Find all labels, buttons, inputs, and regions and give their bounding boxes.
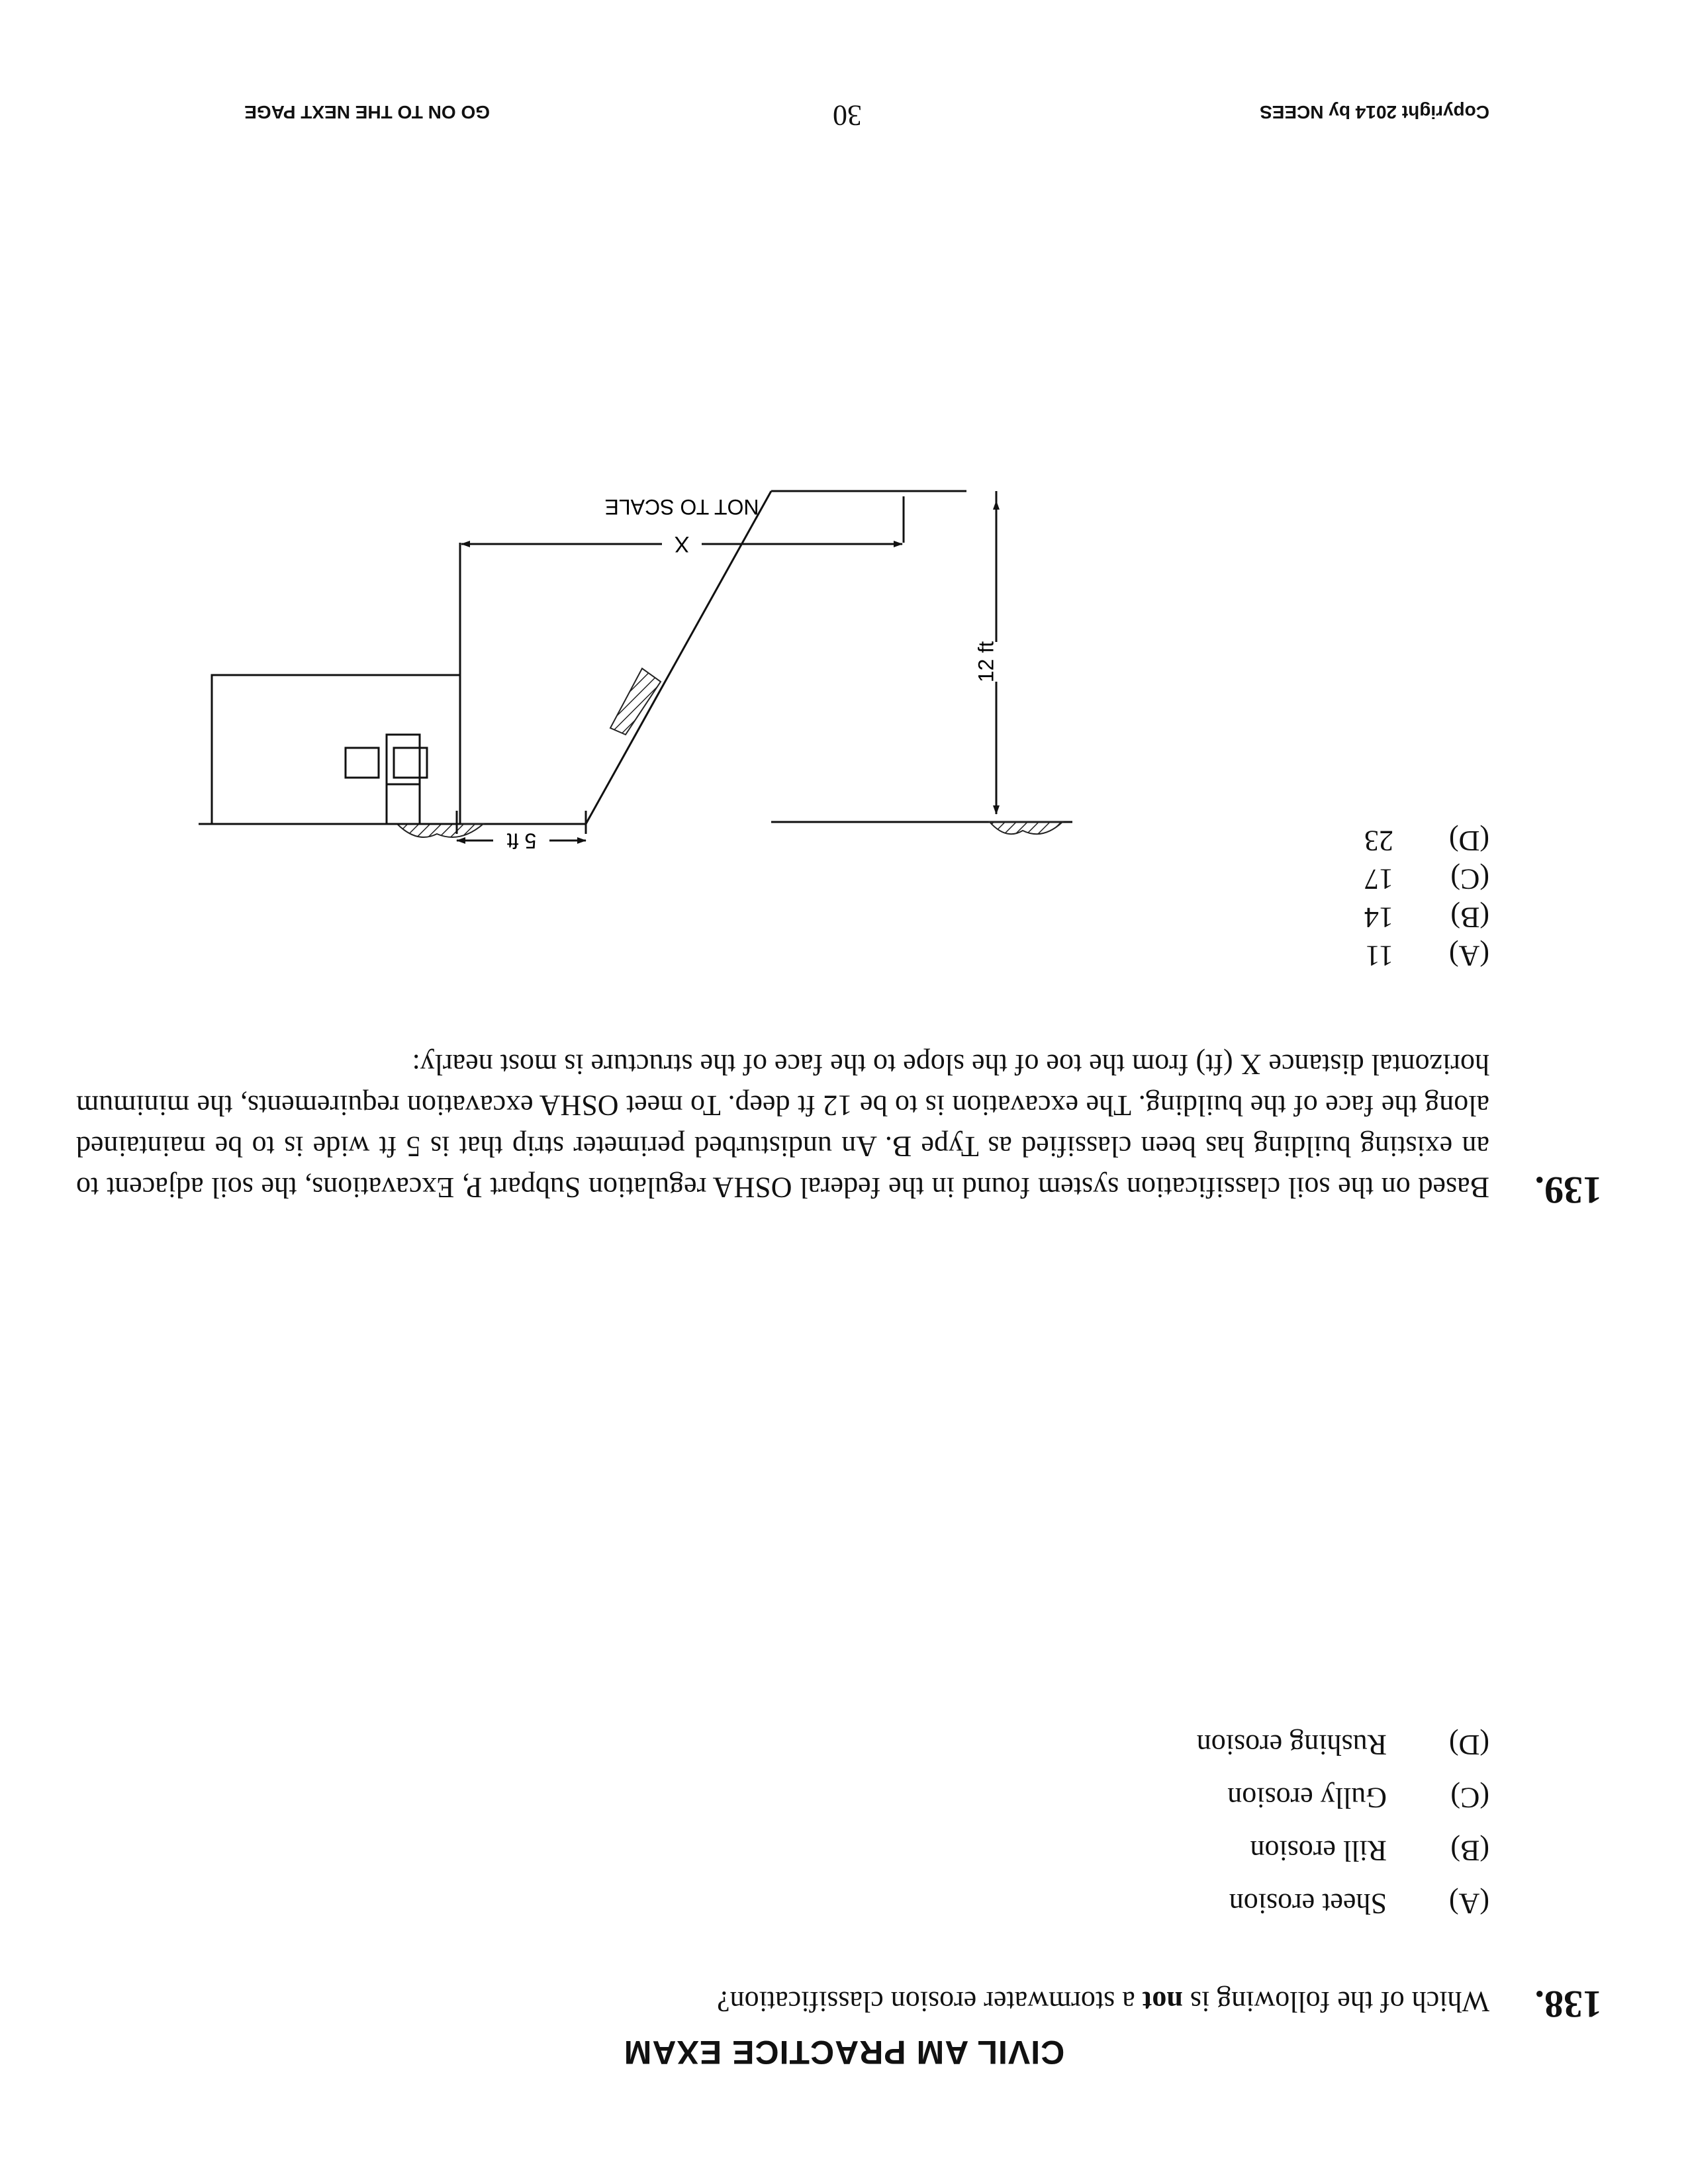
q139-option-d-letter: (D) [1448, 825, 1489, 857]
q138-option-a-text: Sheet erosion [1229, 1888, 1387, 1920]
question-138-stem-start: Which of the following is [1182, 1985, 1489, 2018]
q139-option-b-letter: (B) [1450, 901, 1489, 934]
existing-building [212, 675, 460, 824]
soil-hatch-toe [990, 822, 1062, 834]
q139-option-a-text: 11 [1365, 940, 1393, 972]
building-window-2 [346, 748, 379, 778]
footer-page-number: 30 [833, 99, 862, 132]
q138-option-b-letter: (B) [1450, 1835, 1489, 1867]
q138-option-d-text: Rushing erosion [1196, 1729, 1387, 1761]
strip-dimension-label: 5 ft [506, 829, 537, 853]
question-138-number: 138. [1534, 1983, 1602, 2026]
q138-option-a-letter: (A) [1448, 1888, 1489, 1920]
q138-option-d-letter: (D) [1448, 1729, 1489, 1761]
q139-option-c-letter: (C) [1450, 863, 1489, 895]
q139-option-a-letter: (A) [1448, 940, 1489, 972]
depth-dimension-label: 12 ft [974, 641, 998, 683]
q138-option-b-text: Rill erosion [1250, 1835, 1387, 1867]
question-138-stem-end: a stormwater erosion classification? [717, 1985, 1143, 2018]
footer-copyright: Copyright 2014 by NCEES [1260, 102, 1489, 122]
q138-option-c-text: Gully erosion [1227, 1782, 1387, 1814]
question-138-stem-emphasis: not [1142, 1985, 1183, 2018]
building-window-1 [394, 748, 427, 778]
soil-hatch-surface [397, 824, 483, 837]
question-139-number: 139. [1534, 1169, 1602, 1212]
q139-option-b-text: 14 [1364, 901, 1393, 934]
footer-next-page: GO ON TO THE NEXT PAGE [244, 102, 490, 122]
q138-option-c-letter: (C) [1450, 1782, 1489, 1814]
question-139-stem: Based on the soil classification system found in the federal OSHA regulation Subpart P, Excavations, the soil adjacent to an existing building has been classified as Type B. An undisturbed perimeter strip that is 5 ft wide is to be maintained along the face of the building. The excavation is to be 12 ft deep. To meet OSHA excavation requirements, the minimum horizontal distance X (ft) from the toe of the slope to the face of the structure is most nearly: [76, 1048, 1489, 1204]
q139-option-d-text: 23 [1364, 825, 1393, 857]
x-dimension-label: X [674, 531, 690, 557]
exam-title: CIVIL AM PRACTICE EXAM [623, 2034, 1065, 2071]
not-to-scale-note: NOT TO SCALE [604, 495, 759, 519]
q139-option-c-text: 17 [1364, 863, 1393, 895]
